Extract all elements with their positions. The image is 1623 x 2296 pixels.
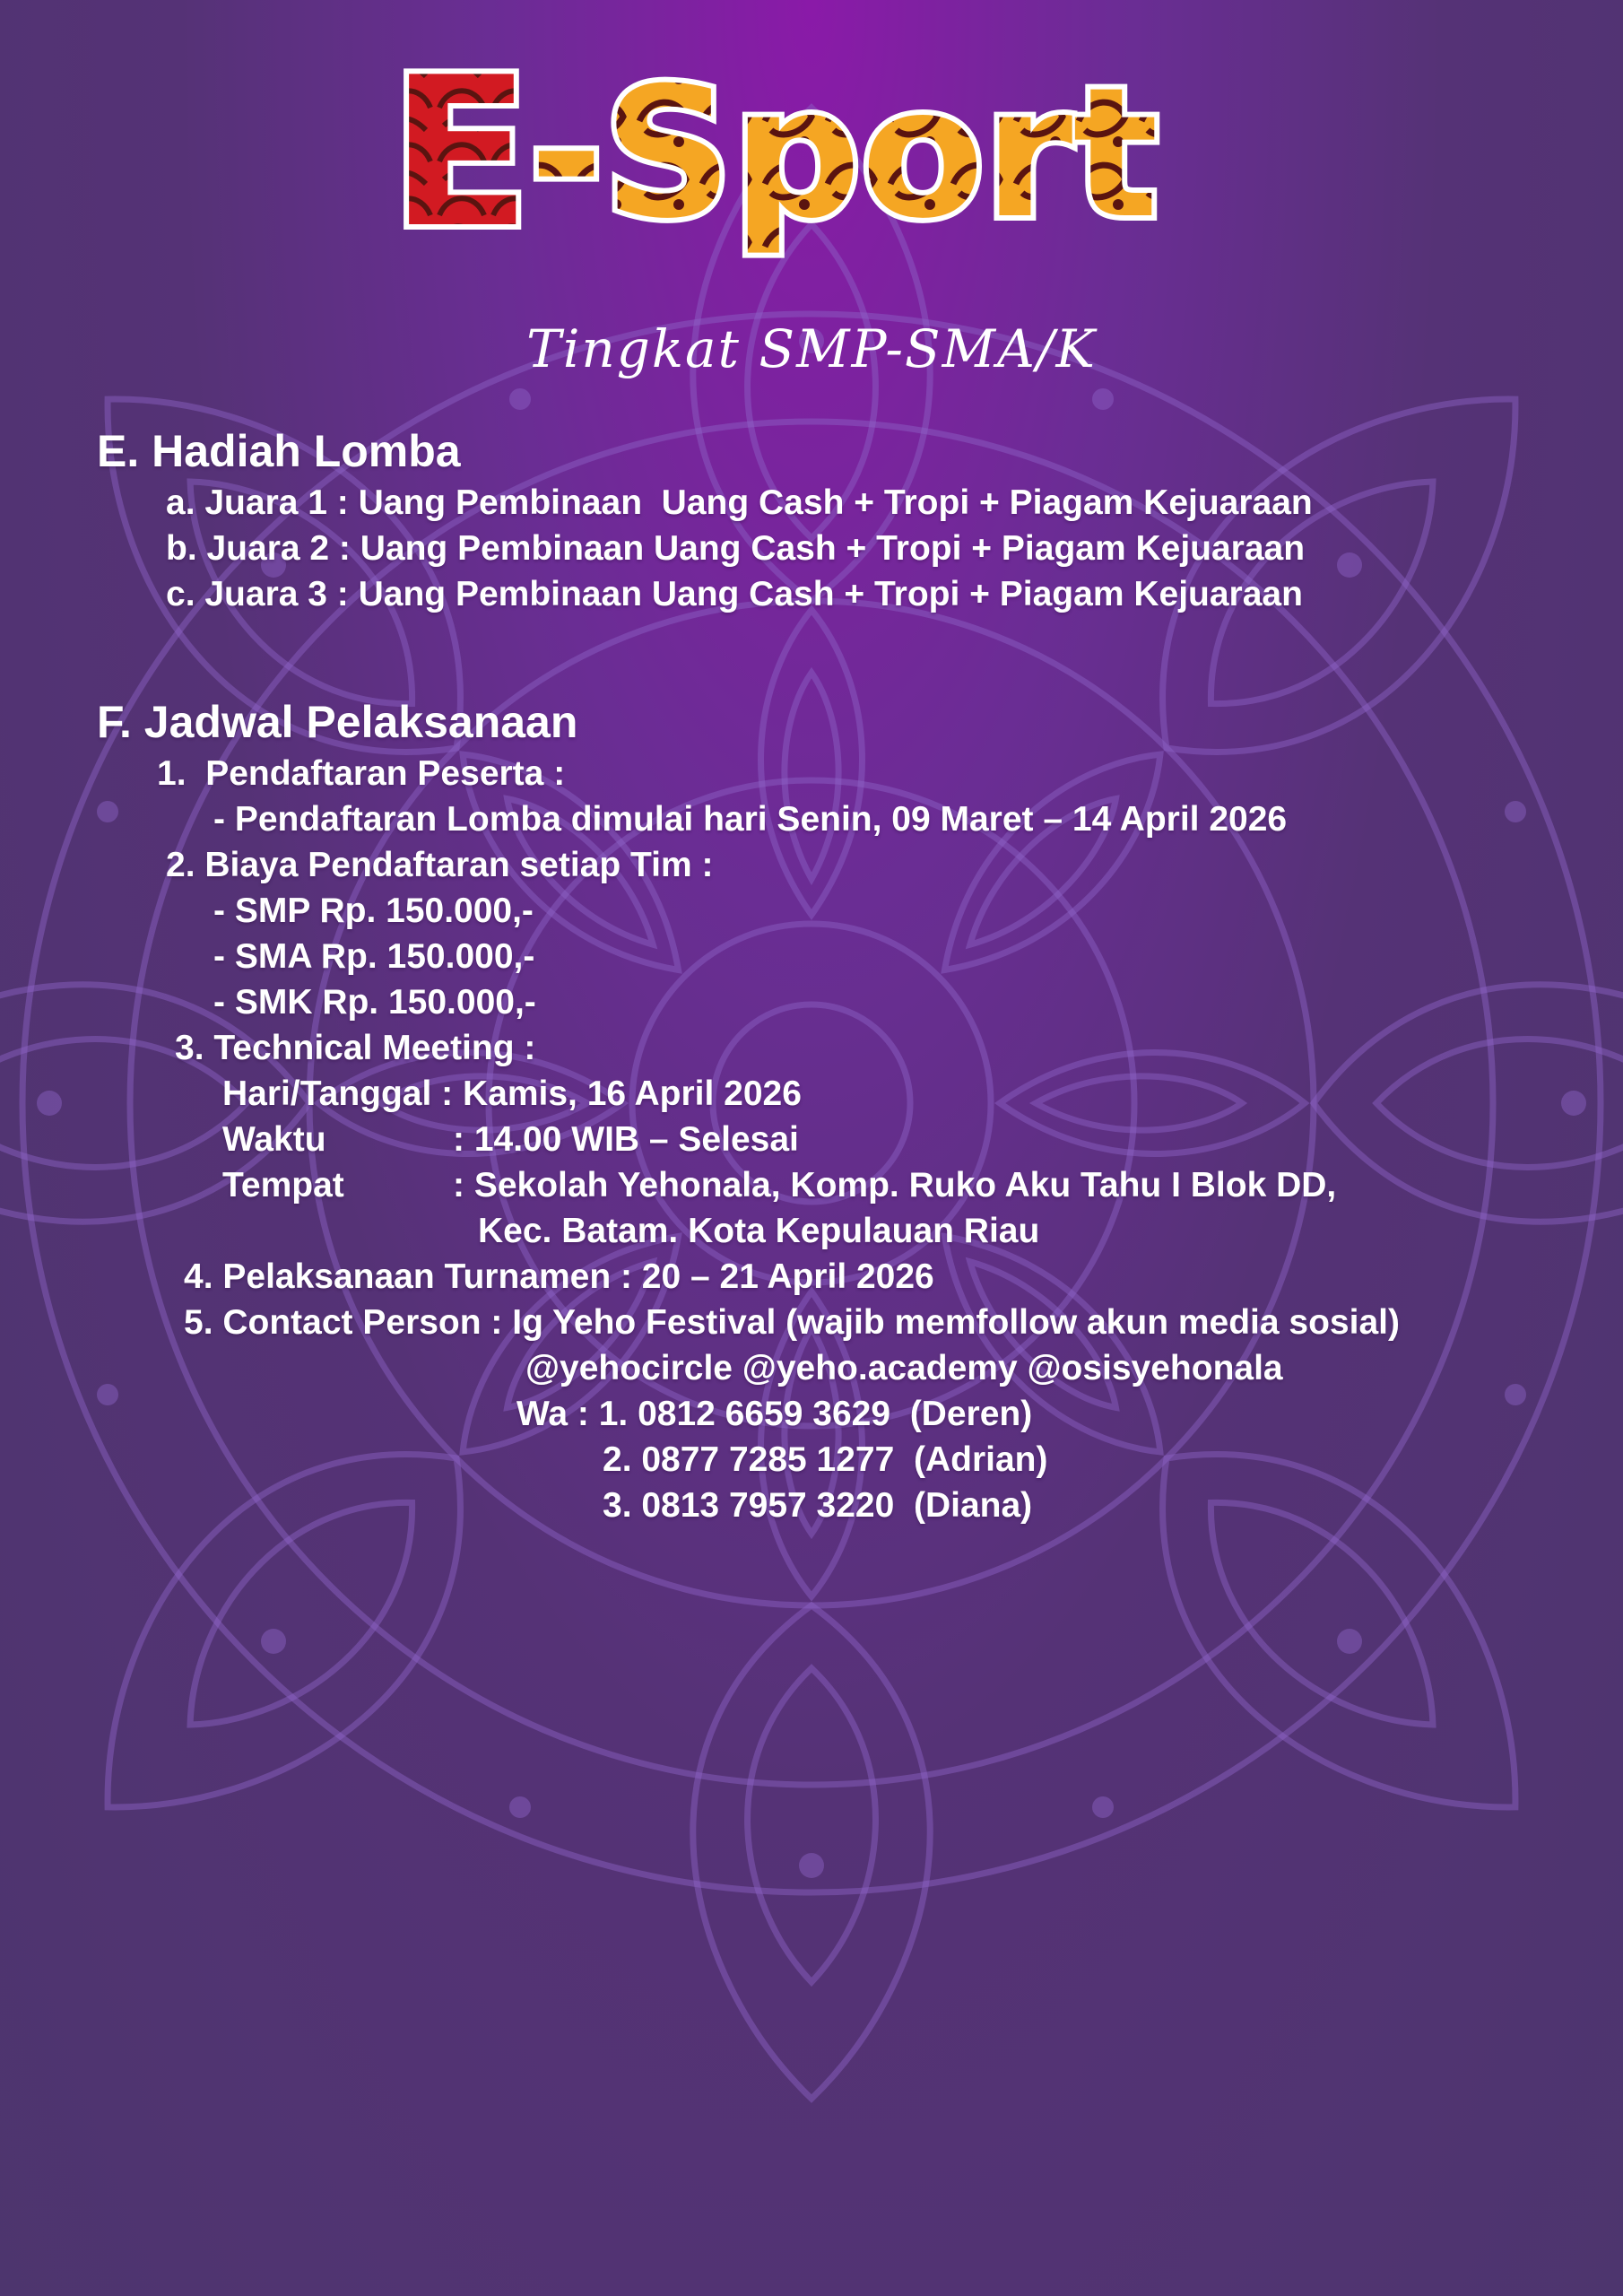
schedule-item: 2. Biaya Pendaftaran setiap Tim : <box>166 846 714 884</box>
logo-word-sport: -Sport <box>529 49 1159 258</box>
section-heading-hadiah: E. Hadiah Lomba <box>97 426 461 476</box>
social-accounts: @yehocircle @yeho.academy @osisyehonala <box>525 1349 1283 1387</box>
fee-item: - SMK Rp. 150.000,- <box>213 983 536 1022</box>
prize-item: c. Juara 3 : Uang Pembinaan Uang Cash + Tropi + Piagam Kejuaraan <box>166 575 1303 613</box>
contact-phone: 3. 0813 7957 3220 (Diana) <box>603 1486 1033 1525</box>
fee-item: - SMA Rp. 150.000,- <box>213 937 535 976</box>
schedule-item: 5. Contact Person : Ig Yeho Festival (wajib memfollow akun media sosial) <box>184 1303 1400 1342</box>
contact-phone: 2. 0877 7285 1277 (Adrian) <box>603 1440 1048 1479</box>
meeting-time-label: Waktu <box>222 1120 326 1159</box>
meeting-place-label: Tempat <box>222 1166 344 1205</box>
meeting-time-value: : 14.00 WIB – Selesai <box>453 1120 799 1159</box>
schedule-detail: - Pendaftaran Lomba dimulai hari Senin, 09 Maret – 14 April 2026 <box>213 800 1288 839</box>
schedule-item: 3. Technical Meeting : <box>175 1029 536 1067</box>
prize-item: b. Juara 2 : Uang Pembinaan Uang Cash + Tropi + Piagam Kejuaraan <box>166 529 1306 568</box>
meeting-date: Hari/Tanggal : Kamis, 16 April 2026 <box>222 1074 802 1113</box>
logo-letter-e: E <box>390 34 532 274</box>
fee-item: - SMP Rp. 150.000,- <box>213 891 534 930</box>
meeting-place-value-cont: Kec. Batam. Kota Kepulauan Riau <box>478 1212 1040 1250</box>
prize-item: a. Juara 1 : Uang Pembinaan Uang Cash + Tropi + Piagam Kejuaraan <box>166 483 1313 522</box>
section-heading-jadwal: F. Jadwal Pelaksanaan <box>97 697 578 747</box>
schedule-item: 1. Pendaftaran Peserta : <box>157 754 566 793</box>
meeting-place-value: : Sekolah Yehonala, Komp. Ruko Aku Tahu I Blok DD, <box>453 1166 1337 1205</box>
subtitle: Tingkat SMP-SMA/K <box>526 318 1097 379</box>
contact-phone: Wa : 1. 0812 6659 3629 (Deren) <box>516 1395 1033 1433</box>
schedule-item: 4. Pelaksanaan Turnamen : 20 – 21 April 2026 <box>184 1257 934 1296</box>
